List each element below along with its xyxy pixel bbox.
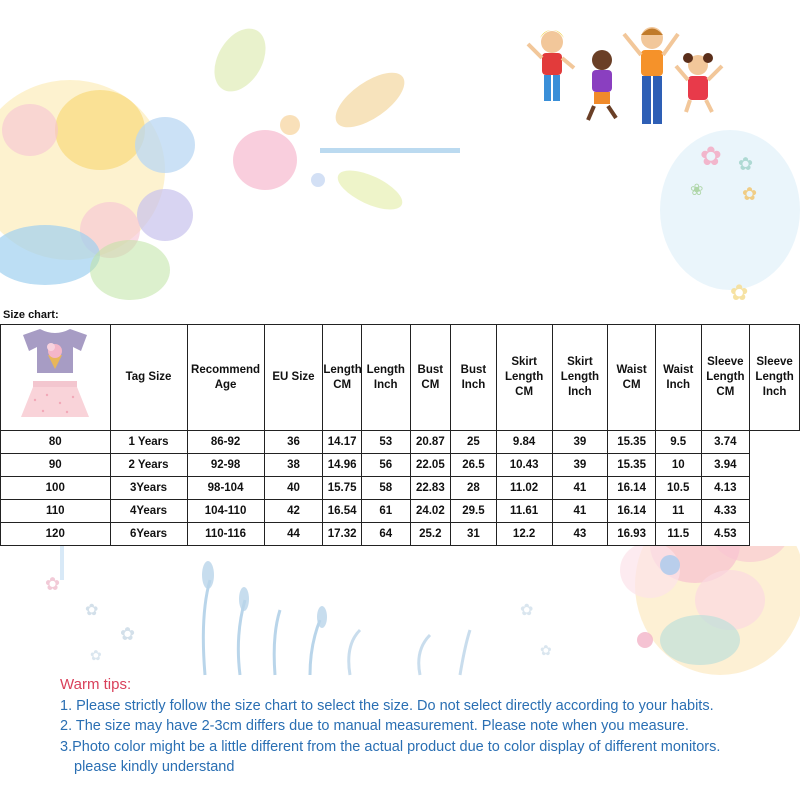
header-skirt-length-cm: Skirt Length CM: [496, 325, 552, 431]
table-cell: 6Years: [110, 523, 187, 546]
svg-text:✿: ✿: [540, 643, 552, 659]
table-cell: 104-110: [187, 500, 264, 523]
table-cell: 17.32: [323, 523, 362, 546]
table-cell: 43: [552, 523, 608, 546]
size-chart-label: Size chart:: [3, 309, 59, 321]
table-cell: 24.02: [410, 500, 451, 523]
table-cell: 4.33: [701, 500, 750, 523]
table-cell: 40: [264, 477, 323, 500]
table-cell: 28: [451, 477, 497, 500]
svg-text:✿: ✿: [742, 184, 758, 205]
table-cell: 10.5: [655, 477, 701, 500]
warm-tips-title: Warm tips:: [60, 676, 132, 693]
table-cell: 22.05: [410, 454, 451, 477]
table-cell: 61: [361, 500, 410, 523]
table-row: [1, 454, 800, 477]
table-cell: 41: [552, 500, 608, 523]
table-cell: 110-116: [187, 523, 264, 546]
kids-jumping-illustration: [520, 20, 740, 135]
table-cell: 20.87: [410, 431, 451, 454]
table-cell: 100: [1, 477, 111, 500]
table-cell: 38: [264, 454, 323, 477]
table-cell: 86-92: [187, 431, 264, 454]
table-cell: 11.02: [496, 477, 552, 500]
table-cell: 15.35: [608, 454, 656, 477]
svg-text:✿: ✿: [90, 648, 102, 664]
table-cell: 56: [361, 454, 410, 477]
table-cell: 3.74: [701, 431, 750, 454]
table-cell: 64: [361, 523, 410, 546]
table-cell: 15.75: [323, 477, 362, 500]
table-cell: 58: [361, 477, 410, 500]
table-cell: 44: [264, 523, 323, 546]
svg-text:✿: ✿: [700, 142, 722, 172]
table-cell: 15.35: [608, 431, 656, 454]
header-skirt-length-inch: Skirt Length Inch: [552, 325, 608, 431]
table-cell: 16.14: [608, 477, 656, 500]
header-waist-cm: Waist CM: [608, 325, 656, 431]
svg-text:✿: ✿: [738, 154, 754, 175]
table-cell: 41: [552, 477, 608, 500]
table-row: [1, 500, 800, 523]
table-header-row: [1, 325, 800, 431]
table-cell: 11: [655, 500, 701, 523]
table-cell: 16.93: [608, 523, 656, 546]
table-cell: 4.13: [701, 477, 750, 500]
header-recommend-age: Recommend Age: [187, 325, 264, 431]
table-cell: 36: [264, 431, 323, 454]
table-cell: 39: [552, 454, 608, 477]
product-image-cell: [1, 325, 111, 431]
table-cell: 22.83: [410, 477, 451, 500]
tip-line-2: 2. The size may have 2-3cm differs due to manual measurement. Please note when you measure.: [60, 718, 689, 734]
table-cell: 110: [1, 500, 111, 523]
header-sleeve-length-cm: Sleeve Length CM: [701, 325, 750, 431]
table-row: [1, 477, 800, 500]
table-cell: 31: [451, 523, 497, 546]
table-cell: 42: [264, 500, 323, 523]
table-cell: 11.5: [655, 523, 701, 546]
table-cell: 92-98: [187, 454, 264, 477]
table-cell: 9.84: [496, 431, 552, 454]
table-row: [1, 431, 800, 454]
table-cell: 90: [1, 454, 111, 477]
table-cell: 10.43: [496, 454, 552, 477]
table-cell: 11.61: [496, 500, 552, 523]
svg-text:✿: ✿: [520, 600, 534, 619]
tip-line-3: 3.Photo color might be a little different from the actual product due to color display of different monitors.: [60, 738, 721, 755]
header-waist-inch: Waist Inch: [655, 325, 701, 431]
tip-line-1: 1. Please strictly follow the size chart to select the size. Do not select directly according to your habits.: [60, 697, 714, 714]
tip-line-3-continued: please kindly understand: [74, 759, 235, 775]
table-cell: 39: [552, 431, 608, 454]
table-cell: 26.5: [451, 454, 497, 477]
table-cell: 80: [1, 431, 111, 454]
star-flowers-right-decor: [620, 120, 800, 310]
watercolor-flowers-top-left: [0, 0, 460, 310]
header-bust-cm: Bust CM: [410, 325, 451, 431]
table-cell: 98-104: [187, 477, 264, 500]
table-cell: 4Years: [110, 500, 187, 523]
svg-text:✿: ✿: [45, 574, 61, 595]
table-cell: 14.96: [323, 454, 362, 477]
table-cell: 3.94: [701, 454, 750, 477]
table-cell: 25: [451, 431, 497, 454]
header-length-inch: Length Inch: [361, 325, 410, 431]
table-row: [1, 523, 800, 546]
table-cell: 9.5: [655, 431, 701, 454]
table-cell: 12.2: [496, 523, 552, 546]
product-outfit-image: [15, 325, 95, 425]
table-cell: 1 Years: [110, 431, 187, 454]
table-cell: 29.5: [451, 500, 497, 523]
table-cell: 4.53: [701, 523, 750, 546]
header-length-cm: Length CM: [323, 325, 362, 431]
header-bust-inch: Bust Inch: [451, 325, 497, 431]
warm-tips: [60, 675, 790, 778]
table-cell: 120: [1, 523, 111, 546]
table-cell: 16.14: [608, 500, 656, 523]
table-cell: 53: [361, 431, 410, 454]
table-cell: 3Years: [110, 477, 187, 500]
header-eu-size: EU Size: [264, 325, 323, 431]
table-cell: 2 Years: [110, 454, 187, 477]
table-cell: 10: [655, 454, 701, 477]
svg-text:✿: ✿: [85, 600, 99, 619]
svg-text:❀: ❀: [690, 180, 704, 199]
svg-text:✿: ✿: [120, 624, 136, 645]
svg-text:✿: ✿: [730, 281, 749, 306]
size-chart-table: [0, 324, 800, 546]
header-tag-size: Tag Size: [110, 325, 187, 431]
header-sleeve-length-inch: Sleeve Length Inch: [750, 325, 800, 431]
table-cell: 25.2: [410, 523, 451, 546]
table-cell: 16.54: [323, 500, 362, 523]
table-cell: 14.17: [323, 431, 362, 454]
